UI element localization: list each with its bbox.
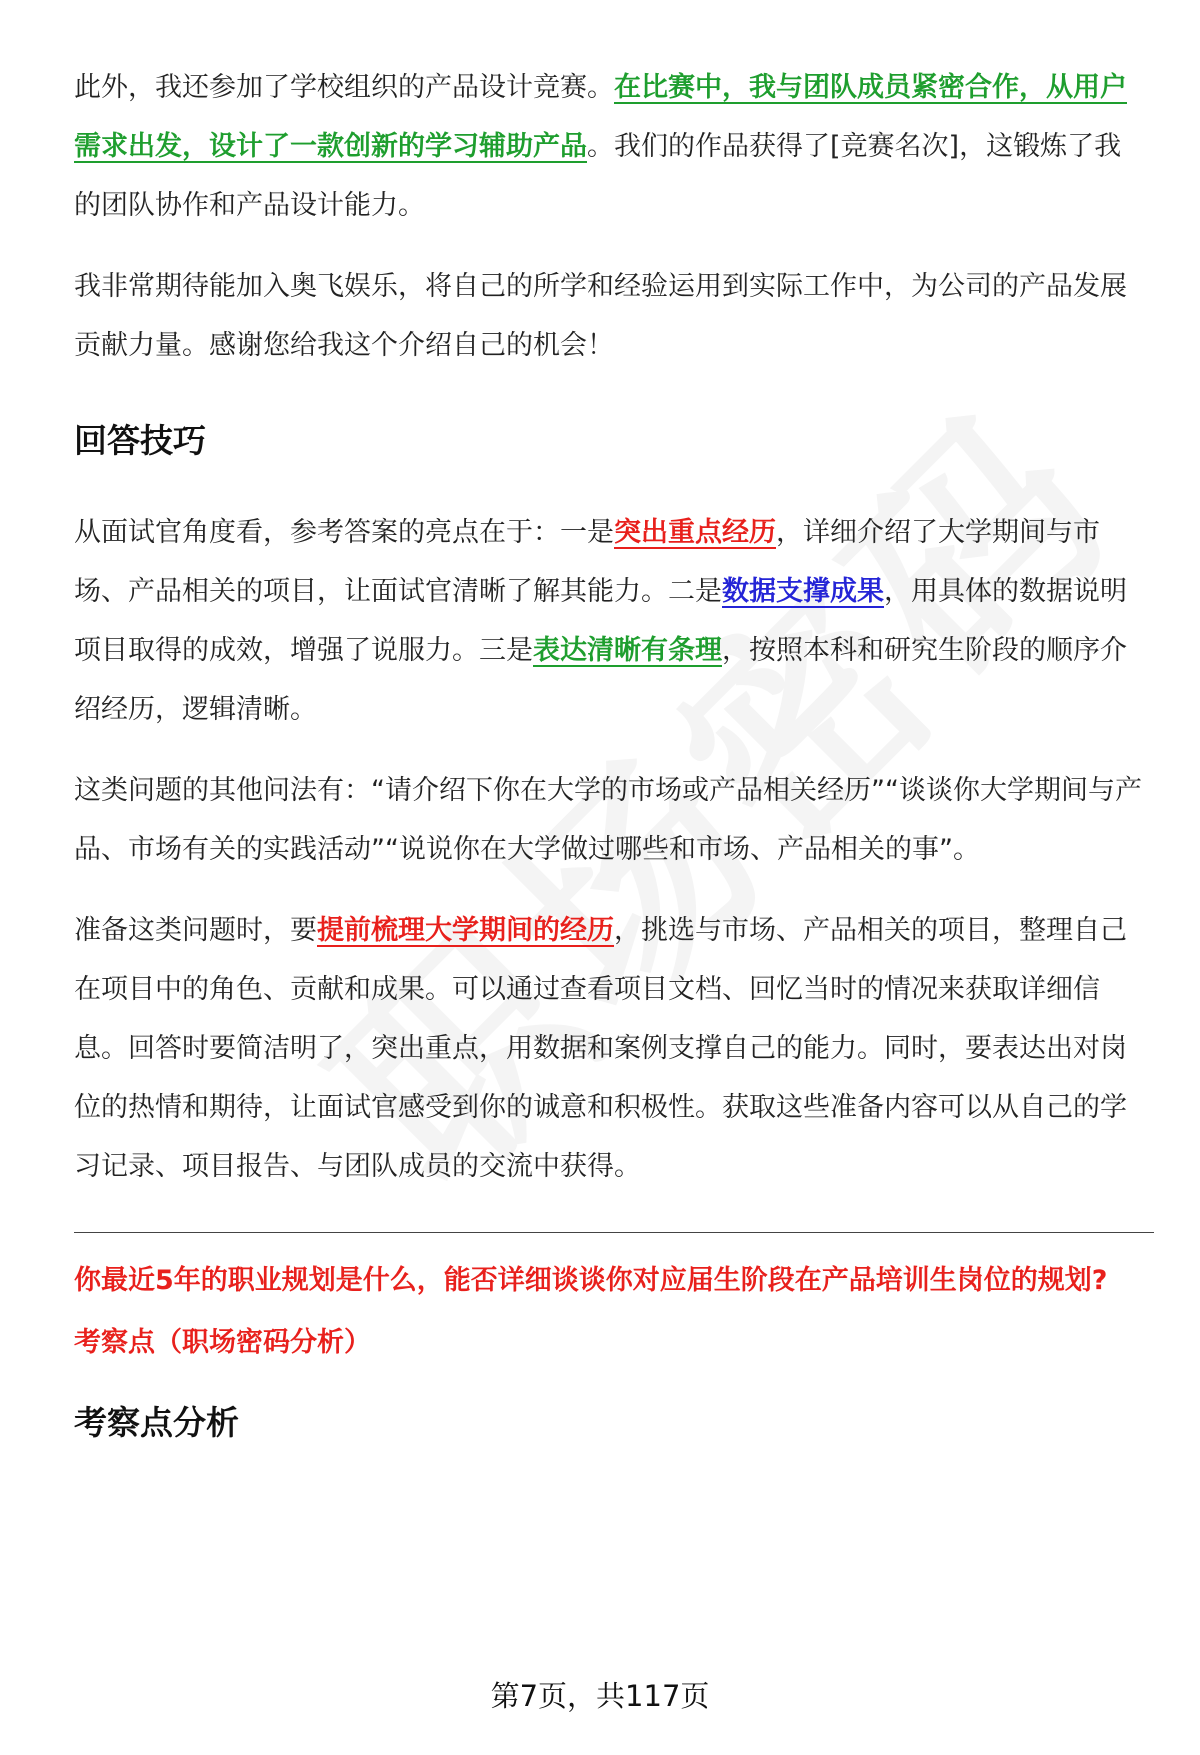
paragraph-competition: [74, 58, 1146, 235]
text-span: ，用具体的数据说明项目取得的成效，增强了说服力。三是: [74, 576, 1127, 666]
highlight-green: 表达清晰有条理: [533, 635, 722, 666]
paragraph-closing: 我非常期待能加入奥飞娱乐，将自己的所学和经验运用到实际工作中，为公司的产品发展贡献力量。感谢您给我这个介绍自己的机会！: [74, 271, 1127, 361]
text-span: 从面试官角度看，参考答案的亮点在于：一是: [74, 517, 614, 548]
paragraph-preparation: [74, 901, 1146, 1196]
highlight-red: 提前梳理大学期间的经历: [317, 915, 614, 946]
highlight-green: 在比赛中，我与团队成员紧密合作，从用户需求出发，设计了一款创新的学习辅助产品: [74, 72, 1127, 162]
text-span: ，挑选与市场、产品相关的项目，整理自己在项目中的角色、贡献和成果。可以通过查看项目文档、回忆当时的情况来获取详细信息。回答时要简洁明了，突出重点，用数据和案例支撑自己的能力。同时，要表达出对岗位的热情和期待，让面试官感受到你的诚意和积极性。获取这些准备内容可以从自己的学习记录、项目报告、与团队成员的交流中获得。: [74, 915, 1127, 1182]
text-span: ，按照本科和研究生阶段的顺序介绍经历，逻辑清晰。: [74, 635, 1127, 725]
text-span: 。我们的作品获得了[竞赛名次]，这锻炼了我的团队协作和产品设计能力。: [74, 131, 1122, 221]
page-footer: 第7页，共117页: [490, 1679, 710, 1713]
text-span: 准备这类问题时，要: [74, 915, 317, 946]
section-title-answer-tips: 回答技巧: [74, 421, 206, 460]
question-title: 你最近5年的职业规划是什么，能否详细谈谈你对应届生阶段在产品培训生岗位的规划?: [74, 1265, 1108, 1296]
section-title-analysis: 考察点分析: [74, 1403, 239, 1442]
highlight-blue: 数据支撑成果: [722, 576, 884, 607]
paragraph-highlights: [74, 503, 1146, 739]
page-content: [74, 58, 1146, 1445]
text-span: ，详细介绍了大学期间与市场、产品相关的项目，让面试官清晰了解其能力。二是: [74, 517, 1100, 607]
paragraph-alt-questions: 这类问题的其他问法有：“请介绍下你在大学的市场或产品相关经历”“谈谈你大学期间与产品、市场有关的实践活动”“说说你在大学做过哪些和市场、产品相关的事”。: [74, 775, 1142, 865]
highlight-red: 突出重点经历: [614, 517, 776, 548]
text-span: 此外，我还参加了学校组织的产品设计竞赛。: [74, 72, 614, 103]
question-subtitle: 考察点（职场密码分析）: [74, 1327, 371, 1358]
